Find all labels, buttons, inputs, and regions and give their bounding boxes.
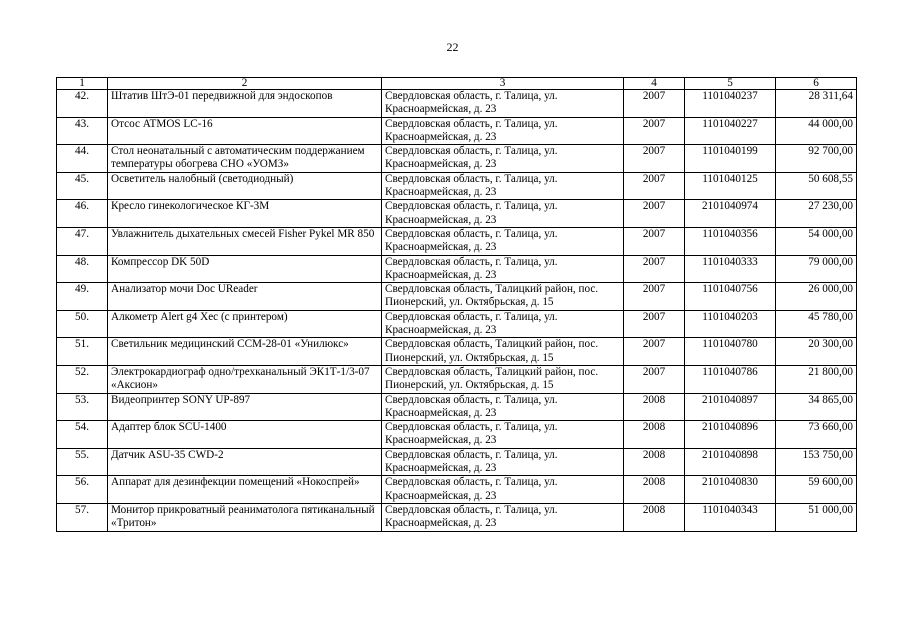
equipment-cost: 51 000,00 <box>776 503 857 531</box>
equipment-name: Аппарат для дезинфекции помещений «Нокоспрей» <box>108 476 382 504</box>
column-number-row <box>57 78 857 90</box>
equipment-address: Свердловская область, г. Талица, ул. Красноармейская, д. 23 <box>382 476 624 504</box>
column-number-6: 6 <box>776 78 857 90</box>
equipment-cost: 27 230,00 <box>776 200 857 228</box>
row-number: 52. <box>57 365 108 393</box>
equipment-address: Свердловская область, г. Талица, ул. Красноармейская, д. 23 <box>382 200 624 228</box>
equipment-cost: 73 660,00 <box>776 421 857 449</box>
acquisition-year: 2007 <box>624 172 685 200</box>
equipment-table-body <box>57 78 857 532</box>
equipment-address: Свердловская область, г. Талица, ул. Красноармейская, д. 23 <box>382 145 624 173</box>
inventory-number: 1101040237 <box>685 90 776 118</box>
equipment-address: Свердловская область, Талицкий район, пос. Пионерский, ул. Октябрьская, д. 15 <box>382 365 624 393</box>
row-number: 44. <box>57 145 108 173</box>
inventory-number: 2101040898 <box>685 448 776 476</box>
column-number-2: 2 <box>108 78 382 90</box>
equipment-name: Компрессор DK 50D <box>108 255 382 283</box>
acquisition-year: 2008 <box>624 421 685 449</box>
inventory-number: 1101040227 <box>685 117 776 145</box>
equipment-cost: 21 800,00 <box>776 365 857 393</box>
table-row <box>57 283 857 311</box>
row-number: 54. <box>57 421 108 449</box>
page-number: 22 <box>446 40 459 54</box>
acquisition-year: 2007 <box>624 90 685 118</box>
table-row <box>57 90 857 118</box>
acquisition-year: 2007 <box>624 200 685 228</box>
row-number: 43. <box>57 117 108 145</box>
inventory-number: 2101040974 <box>685 200 776 228</box>
table-row <box>57 448 857 476</box>
equipment-address: Свердловская область, г. Талица, ул. Красноармейская, д. 23 <box>382 503 624 531</box>
equipment-cost: 92 700,00 <box>776 145 857 173</box>
equipment-name: Увлажнитель дыхательных смесей Fisher Pykel MR 850 <box>108 227 382 255</box>
row-number: 42. <box>57 90 108 118</box>
inventory-number: 1101040780 <box>685 338 776 366</box>
equipment-cost: 59 600,00 <box>776 476 857 504</box>
equipment-name: Осветитель налобный (светодиодный) <box>108 172 382 200</box>
inventory-number: 1101040356 <box>685 227 776 255</box>
equipment-address: Свердловская область, г. Талица, ул. Красноармейская, д. 23 <box>382 90 624 118</box>
column-number-4: 4 <box>624 78 685 90</box>
acquisition-year: 2008 <box>624 476 685 504</box>
equipment-name: Анализатор мочи Doc UReader <box>108 283 382 311</box>
equipment-name: Стол неонатальный с автоматическим поддержанием температуры обогрева СНО «УОМЗ» <box>108 145 382 173</box>
equipment-address: Свердловская область, г. Талица, ул. Красноармейская, д. 23 <box>382 117 624 145</box>
row-number: 47. <box>57 227 108 255</box>
row-number: 50. <box>57 310 108 338</box>
equipment-address: Свердловская область, г. Талица, ул. Красноармейская, д. 23 <box>382 421 624 449</box>
equipment-name: Отсос ATMOS LC-16 <box>108 117 382 145</box>
equipment-name: Алкометр Alert g4 Xec (с принтером) <box>108 310 382 338</box>
row-number: 57. <box>57 503 108 531</box>
row-number: 49. <box>57 283 108 311</box>
table-row <box>57 255 857 283</box>
acquisition-year: 2008 <box>624 393 685 421</box>
inventory-number: 1101040199 <box>685 145 776 173</box>
table-row <box>57 172 857 200</box>
equipment-cost: 44 000,00 <box>776 117 857 145</box>
column-number-5: 5 <box>685 78 776 90</box>
equipment-cost: 153 750,00 <box>776 448 857 476</box>
equipment-name: Электрокардиограф одно/трехканальный ЭК1Т-1/3-07 «Аксион» <box>108 365 382 393</box>
equipment-name: Кресло гинекологическое КГ-3М <box>108 200 382 228</box>
acquisition-year: 2008 <box>624 448 685 476</box>
inventory-number: 2101040830 <box>685 476 776 504</box>
equipment-name: Адаптер блок SCU-1400 <box>108 421 382 449</box>
acquisition-year: 2007 <box>624 310 685 338</box>
row-number: 51. <box>57 338 108 366</box>
table-row <box>57 365 857 393</box>
equipment-cost: 50 608,55 <box>776 172 857 200</box>
table-row <box>57 117 857 145</box>
equipment-address: Свердловская область, г. Талица, ул. Красноармейская, д. 23 <box>382 448 624 476</box>
equipment-cost: 26 000,00 <box>776 283 857 311</box>
inventory-number: 1101040343 <box>685 503 776 531</box>
equipment-name: Светильник медицинский ССМ-28-01 «Унилюкс» <box>108 338 382 366</box>
inventory-number: 2101040897 <box>685 393 776 421</box>
equipment-address: Свердловская область, г. Талица, ул. Красноармейская, д. 23 <box>382 310 624 338</box>
equipment-address: Свердловская область, Талицкий район, пос. Пионерский, ул. Октябрьская, д. 15 <box>382 338 624 366</box>
equipment-address: Свердловская область, г. Талица, ул. Красноармейская, д. 23 <box>382 227 624 255</box>
equipment-address: Свердловская область, г. Талица, ул. Красноармейская, д. 23 <box>382 255 624 283</box>
equipment-name: Датчик ASU-35 CWD-2 <box>108 448 382 476</box>
row-number: 53. <box>57 393 108 421</box>
equipment-cost: 34 865,00 <box>776 393 857 421</box>
acquisition-year: 2007 <box>624 145 685 173</box>
column-number-3: 3 <box>382 78 624 90</box>
table-row <box>57 476 857 504</box>
inventory-number: 1101040786 <box>685 365 776 393</box>
acquisition-year: 2007 <box>624 255 685 283</box>
table-row <box>57 200 857 228</box>
acquisition-year: 2007 <box>624 227 685 255</box>
acquisition-year: 2008 <box>624 503 685 531</box>
table-row <box>57 310 857 338</box>
equipment-name: Монитор прикроватный реаниматолога пятиканальный «Тритон» <box>108 503 382 531</box>
row-number: 55. <box>57 448 108 476</box>
acquisition-year: 2007 <box>624 117 685 145</box>
equipment-table <box>56 77 857 532</box>
inventory-number: 1101040203 <box>685 310 776 338</box>
acquisition-year: 2007 <box>624 283 685 311</box>
inventory-number: 1101040125 <box>685 172 776 200</box>
equipment-address: Свердловская область, Талицкий район, пос. Пионерский, ул. Октябрьская, д. 15 <box>382 283 624 311</box>
equipment-address: Свердловская область, г. Талица, ул. Красноармейская, д. 23 <box>382 172 624 200</box>
row-number: 48. <box>57 255 108 283</box>
inventory-number: 2101040896 <box>685 421 776 449</box>
table-row <box>57 145 857 173</box>
table-row <box>57 421 857 449</box>
equipment-name: Видеопринтер SONY UP-897 <box>108 393 382 421</box>
table-row <box>57 503 857 531</box>
table-row <box>57 227 857 255</box>
equipment-cost: 54 000,00 <box>776 227 857 255</box>
column-number-1: 1 <box>57 78 108 90</box>
inventory-number: 1101040333 <box>685 255 776 283</box>
table-row <box>57 393 857 421</box>
equipment-cost: 20 300,00 <box>776 338 857 366</box>
equipment-address: Свердловская область, г. Талица, ул. Красноармейская, д. 23 <box>382 393 624 421</box>
row-number: 46. <box>57 200 108 228</box>
acquisition-year: 2007 <box>624 338 685 366</box>
equipment-cost: 45 780,00 <box>776 310 857 338</box>
inventory-number: 1101040756 <box>685 283 776 311</box>
acquisition-year: 2007 <box>624 365 685 393</box>
equipment-name: Штатив ШтЭ-01 передвижной для эндоскопов <box>108 90 382 118</box>
equipment-cost: 79 000,00 <box>776 255 857 283</box>
equipment-cost: 28 311,64 <box>776 90 857 118</box>
row-number: 56. <box>57 476 108 504</box>
table-row <box>57 338 857 366</box>
row-number: 45. <box>57 172 108 200</box>
